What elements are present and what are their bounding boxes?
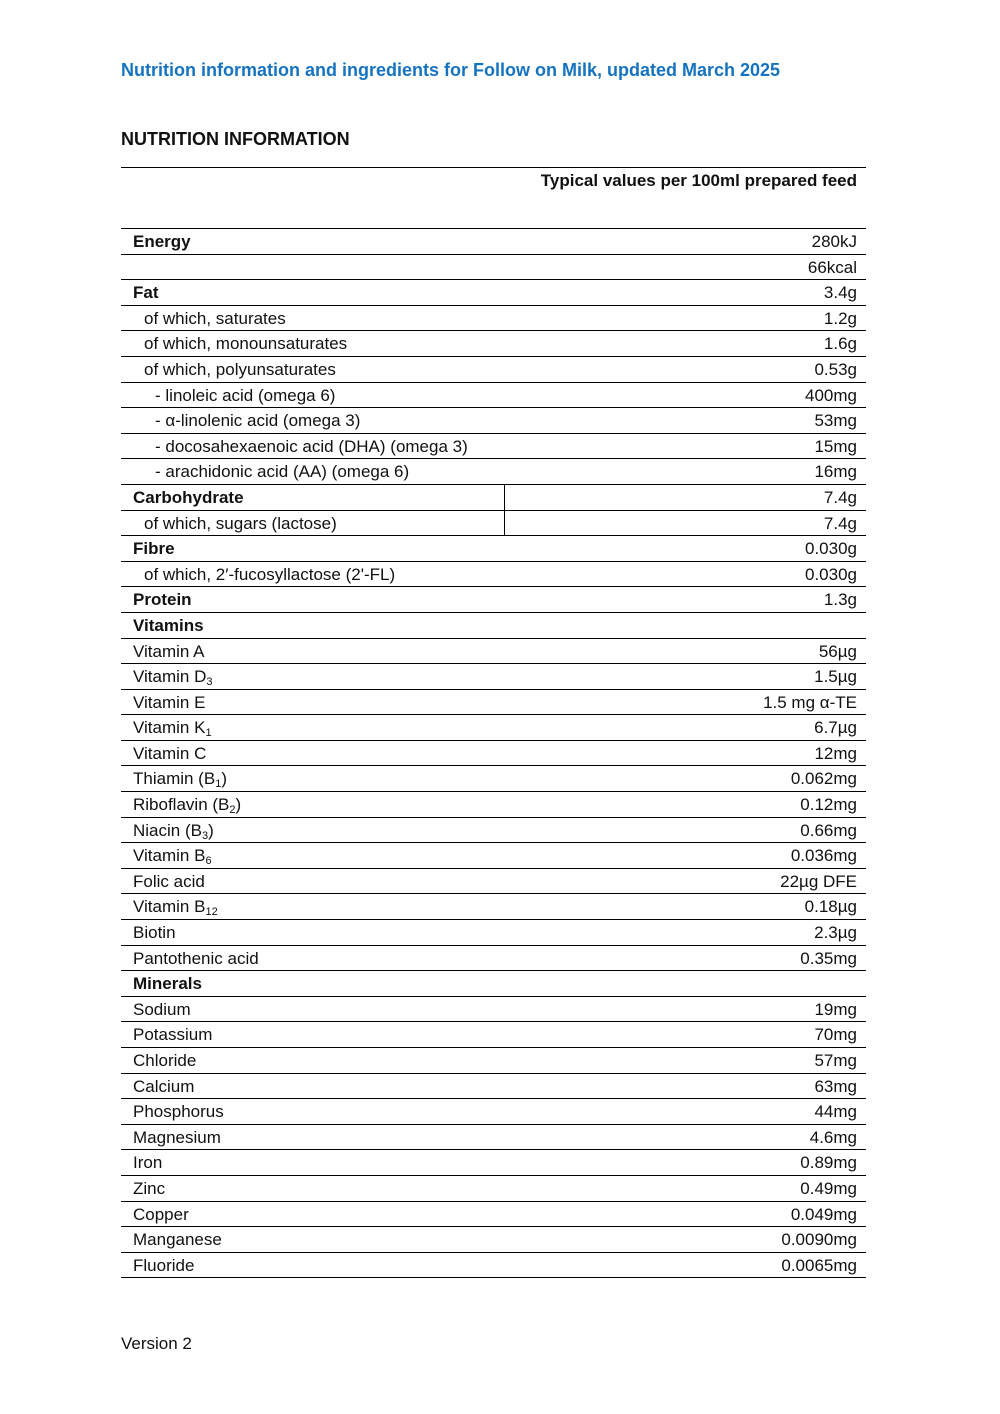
nutrient-label	[133, 589, 192, 611]
table-row	[121, 1099, 866, 1125]
nutrient-name: Thiamin (B	[133, 769, 216, 789]
table-row	[121, 536, 866, 562]
nutrient-value: 1.5µg	[814, 667, 857, 687]
nutrient-label	[133, 1229, 222, 1251]
nutrient-label	[155, 410, 360, 432]
nutrient-name: Energy	[133, 232, 191, 251]
nutrient-value: 53mg	[814, 411, 857, 431]
table-row	[121, 1022, 866, 1048]
nutrient-name: Iron	[133, 1153, 163, 1173]
nutrient-label	[133, 692, 205, 714]
nutrient-name: Niacin (B	[133, 820, 202, 840]
table-row	[121, 715, 866, 741]
nutrient-label	[133, 1050, 196, 1072]
nutrient-label	[133, 922, 176, 944]
nutrient-value: 0.35mg	[800, 948, 857, 968]
nutrient-label	[133, 615, 204, 637]
nutrient-value: 0.030g	[805, 564, 857, 584]
nutrient-name: Vitamin K	[133, 718, 206, 738]
table-row	[121, 434, 866, 460]
nutrient-value: 0.049mg	[790, 1204, 857, 1224]
nutrient-name: Vitamin B	[133, 897, 206, 917]
nutrient-name: Vitamin E	[133, 692, 206, 712]
nutrient-name: Vitamin A	[133, 641, 205, 661]
nutrient-value: 0.0090mg	[781, 1230, 857, 1250]
section-heading: NUTRITION INFORMATION	[121, 129, 350, 149]
nutrient-label	[155, 436, 468, 458]
table-row	[121, 792, 866, 818]
nutrient-value: 56µg	[818, 641, 857, 661]
table-row	[121, 306, 866, 332]
nutrient-name: Phosphorus	[133, 1102, 224, 1122]
nutrient-value: 0.49mg	[800, 1178, 857, 1198]
nutrient-label	[133, 973, 202, 995]
nutrient-name: Biotin	[133, 923, 176, 943]
table-row	[121, 1150, 866, 1176]
nutrient-name: Copper	[133, 1204, 189, 1224]
nutrient-name: Vitamin C	[133, 743, 207, 763]
table-row	[121, 1253, 866, 1279]
nutrient-value: 280kJ	[811, 232, 857, 251]
nutrient-name: Protein	[133, 590, 192, 610]
nutrient-value: 15mg	[814, 436, 857, 456]
table-row	[121, 1125, 866, 1151]
nutrient-value: 70mg	[814, 1025, 857, 1045]
nutrient-name: of which, 2′-fucosyllactose (2'-FL)	[144, 564, 396, 584]
nutrient-label	[133, 999, 191, 1021]
table-row	[121, 1074, 866, 1100]
nutrient-value: 1.5 mg α-TE	[763, 692, 857, 712]
nutrient-label	[133, 1255, 194, 1277]
nutrient-value: 1.3g	[823, 590, 857, 610]
nutrient-value: 44mg	[814, 1102, 857, 1122]
table-row	[121, 1176, 866, 1202]
nutrient-value: 7.4g	[823, 487, 857, 507]
table-row	[121, 946, 866, 972]
table-row	[121, 997, 866, 1023]
nutrient-name: Pantothenic acid	[133, 948, 259, 968]
table-row	[121, 229, 866, 255]
nutrient-name: Carbohydrate	[133, 487, 244, 507]
nutrient-name: Manganese	[133, 1230, 222, 1250]
table-row	[121, 920, 866, 946]
nutrient-subscript: 2	[229, 804, 236, 817]
table-row	[121, 587, 866, 613]
nutrient-subscript: 3	[206, 676, 213, 689]
nutrient-name: Fat	[133, 283, 159, 303]
nutrient-name: Folic acid	[133, 871, 205, 891]
nutrient-value: 0.53g	[814, 359, 857, 379]
nutrient-name: Minerals	[133, 974, 202, 994]
nutrient-label	[133, 1127, 221, 1149]
nutrition-table	[121, 228, 866, 1278]
nutrient-value: 2.3µg	[814, 923, 857, 943]
nutrient-label	[155, 461, 409, 483]
nutrient-value: 0.036mg	[790, 846, 857, 866]
document-title: Nutrition information and ingredients for Follow on Milk, updated March 2025	[121, 60, 781, 80]
nutrient-value: 4.6mg	[809, 1127, 857, 1147]
nutrient-value: 400mg	[805, 385, 857, 405]
nutrient-value: 0.66mg	[800, 820, 857, 840]
nutrient-label	[133, 743, 206, 765]
table-row	[121, 255, 866, 281]
nutrient-value: 7.4g	[823, 513, 857, 533]
nutrient-value: 19mg	[814, 999, 857, 1019]
table-row	[121, 613, 866, 639]
nutrient-label	[133, 1024, 212, 1046]
nutrient-label	[155, 385, 335, 407]
table-row	[121, 894, 866, 920]
nutrient-value: 1.6g	[823, 334, 857, 354]
table-row	[121, 639, 866, 665]
nutrient-name: Sodium	[133, 999, 191, 1019]
nutrient-name: of which, polyunsaturates	[144, 359, 336, 379]
table-header	[121, 167, 866, 229]
nutrient-value: 16mg	[814, 462, 857, 482]
nutrient-name: - docosahexaenoic acid (DHA) (omega 3)	[155, 436, 468, 456]
nutrient-value: 22µg DFE	[780, 871, 857, 891]
nutrient-label	[144, 359, 336, 381]
nutrient-name: Calcium	[133, 1076, 195, 1096]
nutrient-name: of which, sugars (lactose)	[144, 513, 337, 533]
table-row	[121, 1227, 866, 1253]
nutrient-name: of which, monounsaturates	[144, 334, 348, 354]
table-row	[121, 357, 866, 383]
table-row	[121, 818, 866, 844]
nutrient-subscript: 1	[215, 778, 222, 791]
nutrient-value: 3.4g	[823, 283, 857, 303]
nutrient-value: 1.2g	[823, 308, 857, 328]
table-row	[121, 664, 866, 690]
nutrient-name: Vitamins	[133, 615, 204, 635]
table-row	[121, 511, 866, 537]
nutrient-value: 0.030g	[805, 539, 857, 559]
nutrient-value: 0.89mg	[800, 1153, 857, 1173]
nutrient-label	[133, 1152, 162, 1174]
table-row	[121, 408, 866, 434]
nutrient-value: 66kcal	[807, 257, 857, 277]
nutrient-name: Magnesium	[133, 1127, 221, 1147]
nutrient-name: Chloride	[133, 1051, 197, 1070]
table-row	[121, 869, 866, 895]
table-row	[121, 562, 866, 588]
nutrient-value: 6.7µg	[814, 718, 857, 738]
nutrient-value: 12mg	[814, 743, 857, 763]
column-header: Typical values per 100ml prepared feed	[540, 171, 857, 190]
table-row	[121, 766, 866, 792]
nutrient-subscript: 12	[205, 906, 218, 919]
table-row	[121, 459, 866, 485]
nutrient-name: - linoleic acid (omega 6)	[155, 385, 336, 405]
nutrient-label	[133, 1204, 189, 1226]
nutrient-name: Fluoride	[133, 1255, 195, 1275]
table-row	[121, 383, 866, 409]
nutrient-name: of which, saturates	[144, 308, 286, 328]
nutrient-value: 63mg	[814, 1076, 857, 1096]
nutrient-label	[133, 282, 159, 304]
nutrient-label	[133, 538, 175, 560]
nutrient-name: Vitamin D	[133, 667, 207, 687]
nutrient-name: Riboflavin (B	[133, 795, 230, 815]
nutrient-name: Zinc	[133, 1178, 166, 1198]
nutrient-value: 0.0065mg	[781, 1255, 857, 1275]
nutrient-label	[133, 1178, 165, 1200]
table-row	[121, 741, 866, 767]
nutrient-name-suffix: )	[208, 820, 214, 840]
nutrient-label	[133, 641, 205, 663]
nutrient-label	[133, 871, 205, 893]
nutrient-label	[144, 564, 395, 586]
nutrient-subscript: 6	[205, 855, 212, 868]
nutrient-label	[144, 513, 337, 535]
nutrient-value: 0.18µg	[804, 897, 857, 917]
nutrient-value: 57mg	[814, 1051, 857, 1070]
nutrient-name: Vitamin B	[133, 846, 206, 866]
nutrient-name: Fibre	[133, 539, 175, 559]
table-row	[121, 280, 866, 306]
table-row	[121, 690, 866, 716]
nutrient-name-suffix: )	[235, 795, 242, 815]
nutrient-name: Potassium	[133, 1025, 213, 1045]
nutrient-label	[133, 948, 259, 970]
table-row	[121, 1202, 866, 1228]
nutrient-label	[144, 308, 286, 330]
nutrient-name: - arachidonic acid (AA) (omega 6)	[155, 462, 410, 482]
nutrient-label	[133, 1101, 224, 1123]
table-row	[121, 485, 866, 511]
nutrient-name: - α-linolenic acid (omega 3)	[155, 411, 361, 431]
table-row	[121, 843, 866, 869]
table-row	[121, 331, 866, 357]
nutrient-subscript: 1	[205, 727, 212, 740]
nutrient-value: 0.12mg	[800, 795, 857, 815]
nutrient-value: 0.062mg	[790, 769, 857, 789]
nutrient-label	[144, 333, 347, 355]
nutrient-label	[133, 231, 191, 253]
table-row	[121, 1048, 866, 1074]
nutrient-name-suffix: )	[221, 769, 227, 789]
nutrient-label	[133, 487, 244, 509]
nutrient-subscript: 3	[201, 829, 209, 842]
table-row	[121, 971, 866, 997]
nutrient-label	[133, 1076, 194, 1098]
version-footer: Version 2	[121, 1334, 192, 1353]
